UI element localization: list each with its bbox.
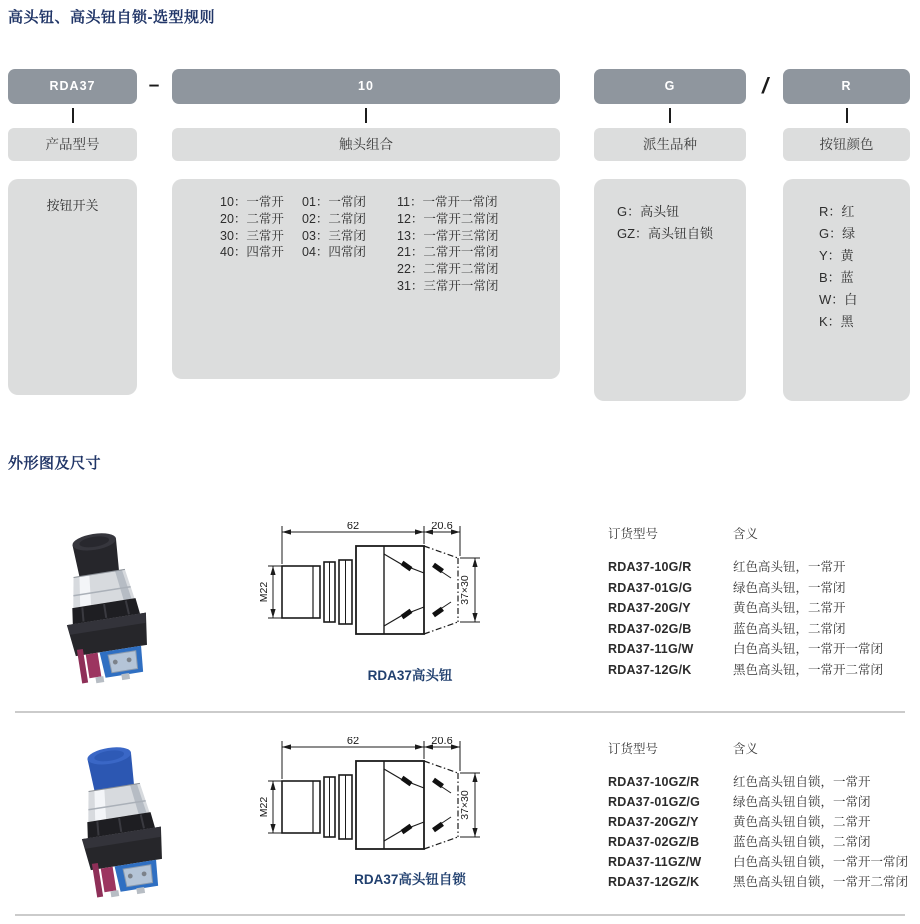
dim-rear-depth: 20.6 [431,522,453,532]
field-label-variant: 派生品种 [594,128,746,161]
field-label-contacts: 触头组合 [172,128,560,161]
table-row [608,660,913,681]
diagram-column-contacts [172,69,560,381]
options-panel-contacts [172,179,560,379]
order-table [608,524,913,680]
option-line: 13：一常开三常闭 [397,228,499,243]
dimension-drawing [254,737,494,857]
model-cell: RDA37-10GZ/R [608,775,700,789]
table-header-model: 订货型号 [608,742,659,756]
field-label-color: 按钮颜色 [783,128,910,161]
option-line: 20：二常开 [220,211,284,226]
divider [15,711,905,713]
table-row [608,852,913,872]
meaning-cell: 白色高头钮，一常开一常闭 [733,642,884,656]
options-panel-color [783,179,910,401]
connector-tick [72,108,74,123]
option-line: G：绿 [819,226,856,241]
model-cell: RDA37-02G/B [608,621,692,636]
page-title: 高头钮、高头钮自锁-选型规则 [8,9,215,26]
model-cell: RDA37-12G/K [608,662,692,677]
meaning-cell: 黑色高头钮自锁，一常开二常闭 [733,875,909,889]
option-line: 02：二常闭 [302,211,366,226]
table-header [608,739,913,759]
option-line: W：白 [819,292,858,307]
options-panel-variant [594,179,746,401]
option-line: 04：四常闭 [302,245,366,260]
dim-thread: M22 [258,796,270,818]
model-cell: RDA37-20GZ/Y [608,815,699,829]
model-cell: RDA37-20G/Y [608,601,691,615]
meaning-cell: 黄色高头钮自锁，二常开 [733,815,871,829]
table-row [608,557,913,578]
model-cell: RDA37-11GZ/W [608,855,702,869]
table-row [608,598,913,619]
field-label-model: 产品型号 [8,128,137,161]
option-line: 40：四常开 [220,245,284,260]
option-line: 10：一常开 [220,195,284,209]
option-line: 21：二常开一常闭 [397,245,499,260]
option-line: 03：三常闭 [302,228,366,243]
option-line: R：红 [819,204,855,219]
meaning-cell: 白色高头钮自锁，一常开一常闭 [733,855,909,869]
model-cell: RDA37-01G/G [608,580,693,595]
contact-options-group-3 [397,194,498,295]
code-box-contacts: 10 [172,69,560,104]
section-title: 外形图及尺寸 [8,455,102,472]
meaning-cell: 黄色高头钮，二常开 [733,601,846,615]
dim-thread: M22 [258,581,270,603]
option-line: Y：黄 [819,248,854,263]
model-cell: RDA37-01GZ/G [608,795,701,809]
table-row [608,772,913,792]
connector-tick [365,108,367,123]
model-cell: RDA37-11G/W [608,642,694,656]
dim-body-length: 62 [346,522,360,532]
option-line: 30：三常开 [220,228,284,243]
meaning-cell: 绿色高头钮，一常闭 [733,580,846,595]
code-separator-slash: / [761,73,769,98]
option-line: 11：一常开一常闭 [397,195,498,209]
option-line: G：高头钮 [617,204,680,219]
table-row [608,619,913,640]
option-line: 按钮开关 [46,198,99,213]
table-row [608,812,913,832]
meaning-cell: 蓝色高头钮，二常闭 [733,621,846,636]
diagram-column-model [8,69,137,381]
contact-options-group-2 [302,194,366,261]
meaning-cell: 红色高头钮自锁，一常开 [733,775,871,789]
meaning-cell: 黑色高头钮，一常开二常闭 [733,662,884,677]
table-header [608,524,913,544]
model-cell: RDA37-12GZ/K [608,875,700,889]
options-panel-model [8,179,137,395]
drawing-caption: RDA37高头钮自锁 [354,872,466,887]
drawing-caption: RDA37高头钮 [367,668,453,683]
table-header-meaning: 含义 [733,742,759,756]
diagram-column-color [783,69,910,381]
diagram-column-variant [594,69,746,381]
dim-face-size: 37×30 [459,575,471,605]
meaning-cell: 绿色高头钮自锁，一常闭 [733,795,871,809]
table-header-model: 订货型号 [608,527,659,541]
product-photo [70,734,170,904]
option-line: B：蓝 [819,270,854,285]
dim-rear-depth: 20.6 [431,737,453,747]
meaning-cell: 蓝色高头钮自锁，二常闭 [733,835,871,849]
option-line: 01：一常闭 [302,195,366,209]
divider [15,914,905,916]
code-box-variant: G [594,69,746,104]
contact-options-group-1 [220,194,284,261]
dim-face-size: 37×30 [459,790,471,820]
product-photo [55,524,155,686]
table-row [608,872,913,892]
option-line: K：黑 [819,314,854,329]
code-box-color: R [783,69,910,104]
option-line: 31：三常开一常闭 [397,278,499,293]
connector-tick [669,108,671,123]
option-line: GZ：高头钮自锁 [617,225,714,241]
table-row [608,639,913,660]
dim-body-length: 62 [346,737,360,747]
code-separator-dash: – [148,75,160,96]
table-row [608,792,913,812]
table-row [608,832,913,852]
model-cell: RDA37-02GZ/B [608,835,700,849]
dimension-drawing [254,522,494,642]
order-table [608,739,913,892]
meaning-cell: 红色高头钮，一常开 [733,560,846,574]
option-line: 22：二常开二常闭 [397,262,499,277]
connector-tick [846,108,848,123]
table-header-meaning: 含义 [733,527,759,541]
table-row [608,578,913,599]
model-cell: RDA37-10G/R [608,560,692,574]
code-box-model: RDA37 [8,69,137,104]
option-line: 12：一常开二常闭 [397,211,499,226]
